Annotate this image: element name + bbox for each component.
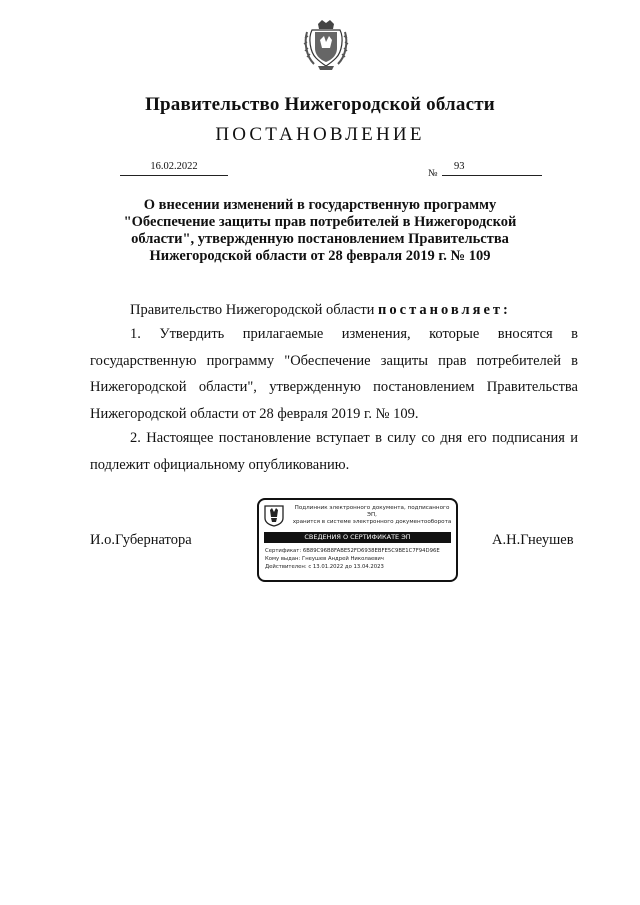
- subject-line: О внесении изменений в государственную программу: [143, 197, 497, 213]
- certificate-info-bar: СВЕДЕНИЯ О СЕРТИФИКАТЕ ЭП: [264, 532, 451, 543]
- subject-line: области", утвержденную постановлением Правительства: [131, 231, 509, 247]
- intro-paragraph: [90, 297, 578, 324]
- subject-line: Нижегородской области от 28 февраля 2019 г. № 109: [149, 248, 491, 264]
- document-date: 16.02.2022: [120, 161, 228, 176]
- certificate-owner: Кому выдан: Гнеушев Андрей Николаевич: [265, 556, 384, 562]
- number-label: №: [428, 168, 438, 179]
- certificate-id: Сертификат: 6B89C96B8FABE52FD6938EBFE5C9BE1C7F94D96E: [265, 548, 440, 554]
- document-number-field: [442, 161, 542, 176]
- subject-line: "Обеспечение защиты прав потребителей в Нижегородской: [123, 214, 517, 230]
- document-type: ПОСТАНОВЛЕНИЕ: [215, 124, 425, 145]
- intro-prefix: Правительство Нижегородской области: [130, 302, 379, 318]
- signatory-role: И.о.Губернатора: [90, 532, 192, 548]
- certificate-validity: Действителен: с 13.01.2022 до 13.04.2023: [265, 564, 384, 570]
- signatory-name: А.Н.Гнеушев: [492, 532, 574, 548]
- document-number: 93: [454, 161, 465, 172]
- stamp-heading: [289, 505, 455, 526]
- organization-title: Правительство Нижегородской области: [145, 94, 495, 115]
- deer-emblem-icon: [264, 505, 284, 527]
- stamp-heading-line: Подлинник электронного документа, подписанного ЭП,: [294, 505, 450, 518]
- document-subject: [100, 197, 540, 265]
- e-signature-stamp: [257, 498, 458, 582]
- coat-of-arms-icon: [302, 18, 350, 72]
- stamp-heading-line: хранится в системе электронного документооборота: [292, 519, 452, 525]
- paragraph-2: 2. Настоящее постановление вступает в силу со дня его подписания и подлежит официальному опубликованию.: [90, 430, 578, 473]
- intro-action: постановляет:: [378, 302, 511, 318]
- paragraph-1: 1. Утвердить прилагаемые изменения, которые вносятся в государственную программу "Обеспечение защиты прав потребителей в Нижегородской области", утвержденную постановлением Правительства Нижегородской области от 28 февраля 2019 г. № 109.: [90, 326, 578, 422]
